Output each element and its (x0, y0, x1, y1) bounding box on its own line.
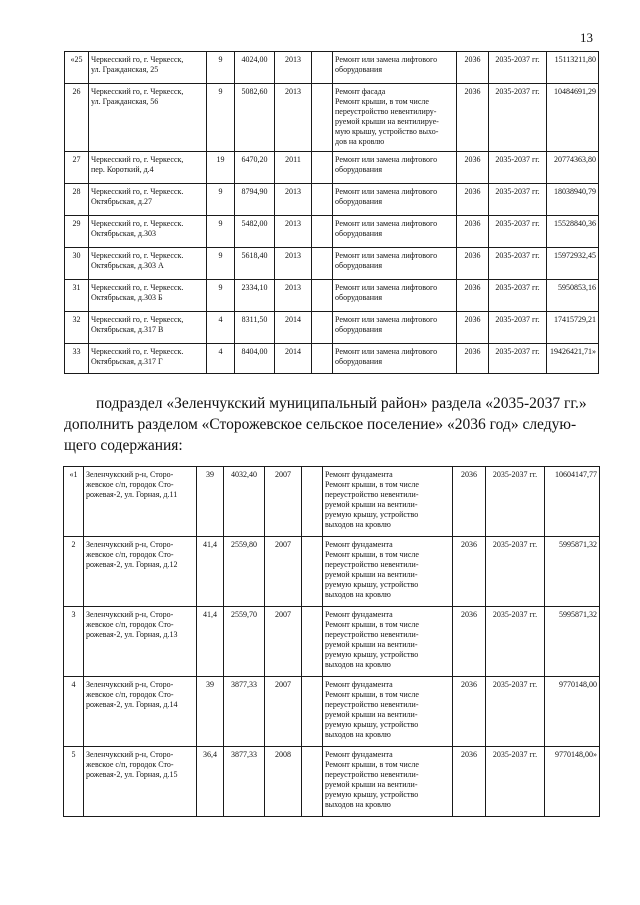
year-cell: 2007 (265, 537, 302, 607)
row-number-cell: «25 (65, 52, 89, 84)
address-cell (89, 344, 207, 374)
work-type-cell-line: Ремонт крыши, в том числе (325, 690, 419, 699)
work-type-cell-line: руемой крыши на вентили- (325, 710, 418, 719)
year-cell: 2013 (275, 84, 312, 152)
floors-cell: 39 (197, 467, 224, 537)
work-type-cell-line: переустройство невентилиру- (335, 107, 437, 116)
period-cell: 2035-2037 гг. (489, 52, 547, 84)
address-cell-line: Черкесский го, г. Черкесск, (91, 315, 184, 324)
row-number-cell: 31 (65, 280, 89, 312)
year-cell: 2007 (265, 677, 302, 747)
address-cell (89, 84, 207, 152)
period-cell: 2035-2037 гг. (489, 280, 547, 312)
area-cell: 3877,33 (224, 747, 265, 817)
empty-cell (302, 747, 323, 817)
cost-cell: 5995871,32 (545, 607, 600, 677)
address-cell (89, 184, 207, 216)
table-row (65, 344, 599, 374)
address-cell-line: Октябрьская, д.317 В (91, 325, 164, 334)
floors-cell: 9 (207, 216, 235, 248)
page-number: 13 (580, 30, 593, 45)
year-cell: 2007 (265, 607, 302, 677)
work-type-cell-line: дов на кровлю (335, 137, 385, 146)
address-cell (84, 537, 197, 607)
address-cell-line: Октябрьская, д.303 (91, 229, 156, 238)
period-cell: 2035-2037 гг. (486, 607, 545, 677)
work-type-cell-line: руемой крыши на вентили- (325, 500, 418, 509)
floors-cell: 9 (207, 52, 235, 84)
work-type-cell-line: Ремонт крыши, в том числе (325, 620, 419, 629)
empty-cell (312, 312, 333, 344)
paragraph-line: подраздел «Зеленчукский муниципальный район» раздела «2035-2037 гг.» (96, 395, 587, 412)
area-cell: 8794,90 (235, 184, 275, 216)
address-cell (89, 280, 207, 312)
floors-cell: 19 (207, 152, 235, 184)
period-cell: 2035-2037 гг. (489, 312, 547, 344)
empty-cell (302, 467, 323, 537)
address-cell-line: Зеленчукский р-н, Сторо- (86, 680, 174, 689)
address-cell (89, 248, 207, 280)
period-cell: 2035-2037 гг. (486, 747, 545, 817)
table-row (64, 467, 600, 537)
period-cell: 2035-2037 гг. (489, 152, 547, 184)
plan-year-cell: 2036 (457, 248, 489, 280)
address-cell-line: Зеленчукский р-н, Сторо- (86, 540, 174, 549)
year-cell: 2008 (265, 747, 302, 817)
cost-cell: 9770148,00 (545, 677, 600, 747)
floors-cell: 9 (207, 184, 235, 216)
address-cell (84, 747, 197, 817)
empty-cell (312, 248, 333, 280)
address-cell-line: Зеленчукский р-н, Сторо- (86, 610, 174, 619)
work-type-cell-line: переустройство невентили- (325, 560, 419, 569)
year-cell: 2007 (265, 467, 302, 537)
empty-cell (302, 677, 323, 747)
floors-cell: 4 (207, 312, 235, 344)
plan-year-cell: 2036 (457, 52, 489, 84)
row-number-cell: 4 (64, 677, 84, 747)
work-type-cell-line: Ремонт или замена лифтового (335, 315, 438, 324)
address-cell-line: Черкесский го, г. Черкесск, (91, 155, 184, 164)
address-cell-line: пер. Короткий, д.4 (91, 165, 154, 174)
address-cell-line: Октябрьская, д.317 Г (91, 357, 163, 366)
work-type-cell-line: оборудования (335, 293, 382, 302)
row-number-cell: 5 (64, 747, 84, 817)
area-cell: 4032,40 (224, 467, 265, 537)
year-cell: 2013 (275, 280, 312, 312)
area-cell: 2334,10 (235, 280, 275, 312)
area-cell: 5082,60 (235, 84, 275, 152)
work-type-cell-line: Ремонт или замена лифтового (335, 187, 438, 196)
work-type-cell-line: руемую крышу, устройство (325, 650, 419, 659)
work-type-cell-line: выходов на кровлю (325, 520, 391, 529)
work-type-cell-line: Ремонт или замена лифтового (335, 155, 438, 164)
work-type-cell-line: Ремонт или замена лифтового (335, 55, 438, 64)
work-type-cell-line: Ремонт крыши, в том числе (325, 760, 419, 769)
address-cell-line: Черкесский го, г. Черкесск. (91, 219, 184, 228)
address-cell (84, 467, 197, 537)
row-number-cell: 2 (64, 537, 84, 607)
cost-cell: 5950853,16 (547, 280, 599, 312)
period-cell: 2035-2037 гг. (489, 216, 547, 248)
work-type-cell-line: руемой крыши на вентили- (325, 780, 418, 789)
row-number-cell: 29 (65, 216, 89, 248)
work-type-cell-line: выходов на кровлю (325, 800, 391, 809)
address-cell (89, 152, 207, 184)
work-type-cell-line: переустройство невентили- (325, 700, 419, 709)
area-cell: 8311,50 (235, 312, 275, 344)
area-cell: 5482,00 (235, 216, 275, 248)
address-cell-line: Черкесский го, г. Черкесск. (91, 251, 184, 260)
work-type-cell-line: оборудования (335, 229, 382, 238)
work-type-cell-line: оборудования (335, 325, 382, 334)
work-type-cell (333, 280, 457, 312)
cost-cell: 10604147,77 (545, 467, 600, 537)
address-cell-line: Черкесский го, г. Черкесск. (91, 283, 184, 292)
plan-year-cell: 2036 (457, 84, 489, 152)
empty-cell (312, 280, 333, 312)
table-row (65, 312, 599, 344)
empty-cell (312, 52, 333, 84)
work-type-cell (333, 248, 457, 280)
address-cell-line: жевское с/п, городок Сто- (86, 690, 174, 699)
work-type-cell (333, 84, 457, 152)
work-type-cell (333, 216, 457, 248)
work-type-cell-line: руемой крыши на вентили- (325, 640, 418, 649)
work-type-cell-line: руемую крышу, устройство (325, 580, 419, 589)
floors-cell: 9 (207, 84, 235, 152)
work-type-cell-line: оборудования (335, 165, 382, 174)
table-row (64, 747, 600, 817)
cost-cell: 9770148,00» (545, 747, 600, 817)
empty-cell (312, 344, 333, 374)
row-number-cell: 32 (65, 312, 89, 344)
work-type-cell (333, 184, 457, 216)
year-cell: 2014 (275, 312, 312, 344)
plan-year-cell: 2036 (453, 607, 486, 677)
address-cell-line: Черкесский го, г. Черкесск, (91, 55, 184, 64)
cost-cell: 10484691,29 (547, 84, 599, 152)
floors-cell: 9 (207, 248, 235, 280)
address-cell (84, 607, 197, 677)
work-type-cell-line: выходов на кровлю (325, 590, 391, 599)
table-row (65, 248, 599, 280)
work-type-cell-line: Ремонт крыши, в том числе (325, 480, 419, 489)
repair-table-1 (64, 51, 599, 374)
address-cell (84, 677, 197, 747)
empty-cell (302, 607, 323, 677)
table-row (65, 84, 599, 152)
address-cell-line: Октябрьская, д.303 А (91, 261, 164, 270)
work-type-cell-line: Ремонт или замена лифтового (335, 283, 438, 292)
row-number-cell: «1 (64, 467, 84, 537)
work-type-cell-line: Ремонт крыши, в том числе (335, 97, 429, 106)
work-type-cell-line: оборудования (335, 261, 382, 270)
address-cell-line: жевское с/п, городок Сто- (86, 480, 174, 489)
row-number-cell: 28 (65, 184, 89, 216)
year-cell: 2014 (275, 344, 312, 374)
period-cell: 2035-2037 гг. (486, 677, 545, 747)
work-type-cell-line: оборудования (335, 197, 382, 206)
table-row (64, 677, 600, 747)
paragraph-line: щего содержания: (64, 437, 183, 454)
empty-cell (312, 184, 333, 216)
period-cell: 2035-2037 гг. (489, 84, 547, 152)
work-type-cell-line: выходов на кровлю (325, 730, 391, 739)
plan-year-cell: 2036 (457, 216, 489, 248)
work-type-cell (323, 747, 453, 817)
area-cell: 4024,00 (235, 52, 275, 84)
plan-year-cell: 2036 (453, 537, 486, 607)
work-type-cell (333, 52, 457, 84)
table-row (65, 152, 599, 184)
address-cell-line: Зеленчукский р-н, Сторо- (86, 750, 174, 759)
plan-year-cell: 2036 (453, 677, 486, 747)
year-cell: 2013 (275, 248, 312, 280)
address-cell (89, 312, 207, 344)
address-cell-line: Октябрьская, д.27 (91, 197, 152, 206)
empty-cell (312, 216, 333, 248)
floors-cell: 41,4 (197, 607, 224, 677)
address-cell-line: Октябрьская, д.303 Б (91, 293, 163, 302)
work-type-cell-line: Ремонт фундамента (325, 470, 393, 479)
work-type-cell-line: руемую крышу, устройство (325, 790, 419, 799)
work-type-cell-line: Ремонт крыши, в том числе (325, 550, 419, 559)
address-cell-line: Черкесский го, г. Черкесск, (91, 87, 184, 96)
work-type-cell-line: выходов на кровлю (325, 660, 391, 669)
plan-year-cell: 2036 (457, 344, 489, 374)
table-row (65, 216, 599, 248)
amendment-paragraph (64, 393, 600, 456)
work-type-cell-line: Ремонт фундамента (325, 750, 393, 759)
address-cell-line: рожевая-2, ул. Горная, д.13 (86, 630, 178, 639)
address-cell-line: рожевая-2, ул. Горная, д.11 (86, 490, 178, 499)
period-cell: 2035-2037 гг. (489, 248, 547, 280)
work-type-cell-line: Ремонт или замена лифтового (335, 347, 438, 356)
work-type-cell (323, 537, 453, 607)
work-type-cell-line: Ремонт фасада (335, 87, 386, 96)
work-type-cell-line: Ремонт фундамента (325, 610, 393, 619)
floors-cell: 41,4 (197, 537, 224, 607)
work-type-cell-line: переустройство невентили- (325, 770, 419, 779)
year-cell: 2013 (275, 216, 312, 248)
floors-cell: 9 (207, 280, 235, 312)
cost-cell: 15113211,80 (547, 52, 599, 84)
address-cell-line: Черкесский го, г. Черкесск. (91, 347, 184, 356)
work-type-cell-line: руемую крышу, устройство (325, 720, 419, 729)
address-cell-line: Зеленчукский р-н, Сторо- (86, 470, 174, 479)
empty-cell (302, 537, 323, 607)
plan-year-cell: 2036 (457, 280, 489, 312)
row-number-cell: 3 (64, 607, 84, 677)
work-type-cell-line: переустройство невентили- (325, 630, 419, 639)
table-row (65, 280, 599, 312)
address-cell (89, 216, 207, 248)
cost-cell: 5995871,32 (545, 537, 600, 607)
plan-year-cell: 2036 (457, 184, 489, 216)
address-cell-line: ул. Гражданская, 56 (91, 97, 159, 106)
floors-cell: 39 (197, 677, 224, 747)
cost-cell: 20774363,80 (547, 152, 599, 184)
year-cell: 2013 (275, 184, 312, 216)
work-type-cell-line: Ремонт фундамента (325, 540, 393, 549)
work-type-cell (333, 312, 457, 344)
work-type-cell (323, 677, 453, 747)
address-cell-line: Черкесский го, г. Черкесск. (91, 187, 184, 196)
floors-cell: 36,4 (197, 747, 224, 817)
work-type-cell (333, 152, 457, 184)
plan-year-cell: 2036 (453, 467, 486, 537)
period-cell: 2035-2037 гг. (489, 184, 547, 216)
work-type-cell-line: Ремонт фундамента (325, 680, 393, 689)
row-number-cell: 30 (65, 248, 89, 280)
cost-cell: 15528840,36 (547, 216, 599, 248)
work-type-cell (323, 607, 453, 677)
address-cell (89, 52, 207, 84)
period-cell: 2035-2037 гг. (486, 537, 545, 607)
work-type-cell-line: мую крышу, устройство выхо- (335, 127, 439, 136)
cost-cell: 15972932,45 (547, 248, 599, 280)
empty-cell (312, 84, 333, 152)
empty-cell (312, 152, 333, 184)
work-type-cell-line: оборудования (335, 357, 382, 366)
area-cell: 6470,20 (235, 152, 275, 184)
work-type-cell-line: руемой крыши на вентилируе- (335, 117, 439, 126)
plan-year-cell: 2036 (457, 152, 489, 184)
work-type-cell-line: оборудования (335, 65, 382, 74)
row-number-cell: 26 (65, 84, 89, 152)
table-row (64, 607, 600, 677)
work-type-cell-line: Ремонт или замена лифтового (335, 251, 438, 260)
year-cell: 2011 (275, 152, 312, 184)
table-row (65, 52, 599, 84)
address-cell-line: рожевая-2, ул. Горная, д.15 (86, 770, 178, 779)
address-cell-line: рожевая-2, ул. Горная, д.12 (86, 560, 178, 569)
work-type-cell (333, 344, 457, 374)
row-number-cell: 33 (65, 344, 89, 374)
address-cell-line: жевское с/п, городок Сто- (86, 760, 174, 769)
floors-cell: 4 (207, 344, 235, 374)
address-cell-line: жевское с/п, городок Сто- (86, 620, 174, 629)
work-type-cell-line: переустройство невентили- (325, 490, 419, 499)
work-type-cell-line: руемой крыши на вентили- (325, 570, 418, 579)
paragraph-line: дополнить разделом «Сторожевское сельское поселение» «2036 год» следую- (64, 416, 577, 433)
work-type-cell-line: Ремонт или замена лифтового (335, 219, 438, 228)
table-row (65, 184, 599, 216)
cost-cell: 19426421,71» (547, 344, 599, 374)
address-cell-line: ул. Гражданская, 25 (91, 65, 159, 74)
period-cell: 2035-2037 гг. (489, 344, 547, 374)
work-type-cell (323, 467, 453, 537)
work-type-cell-line: руемую крышу, устройство (325, 510, 419, 519)
area-cell: 2559,80 (224, 537, 265, 607)
area-cell: 3877,33 (224, 677, 265, 747)
plan-year-cell: 2036 (457, 312, 489, 344)
year-cell: 2013 (275, 52, 312, 84)
cost-cell: 18038940,79 (547, 184, 599, 216)
address-cell-line: рожевая-2, ул. Горная, д.14 (86, 700, 178, 709)
row-number-cell: 27 (65, 152, 89, 184)
cost-cell: 17415729,21 (547, 312, 599, 344)
plan-year-cell: 2036 (453, 747, 486, 817)
area-cell: 2559,70 (224, 607, 265, 677)
period-cell: 2035-2037 гг. (486, 467, 545, 537)
table-row (64, 537, 600, 607)
area-cell: 5618,40 (235, 248, 275, 280)
area-cell: 8404,00 (235, 344, 275, 374)
repair-table-2 (63, 466, 600, 817)
address-cell-line: жевское с/п, городок Сто- (86, 550, 174, 559)
